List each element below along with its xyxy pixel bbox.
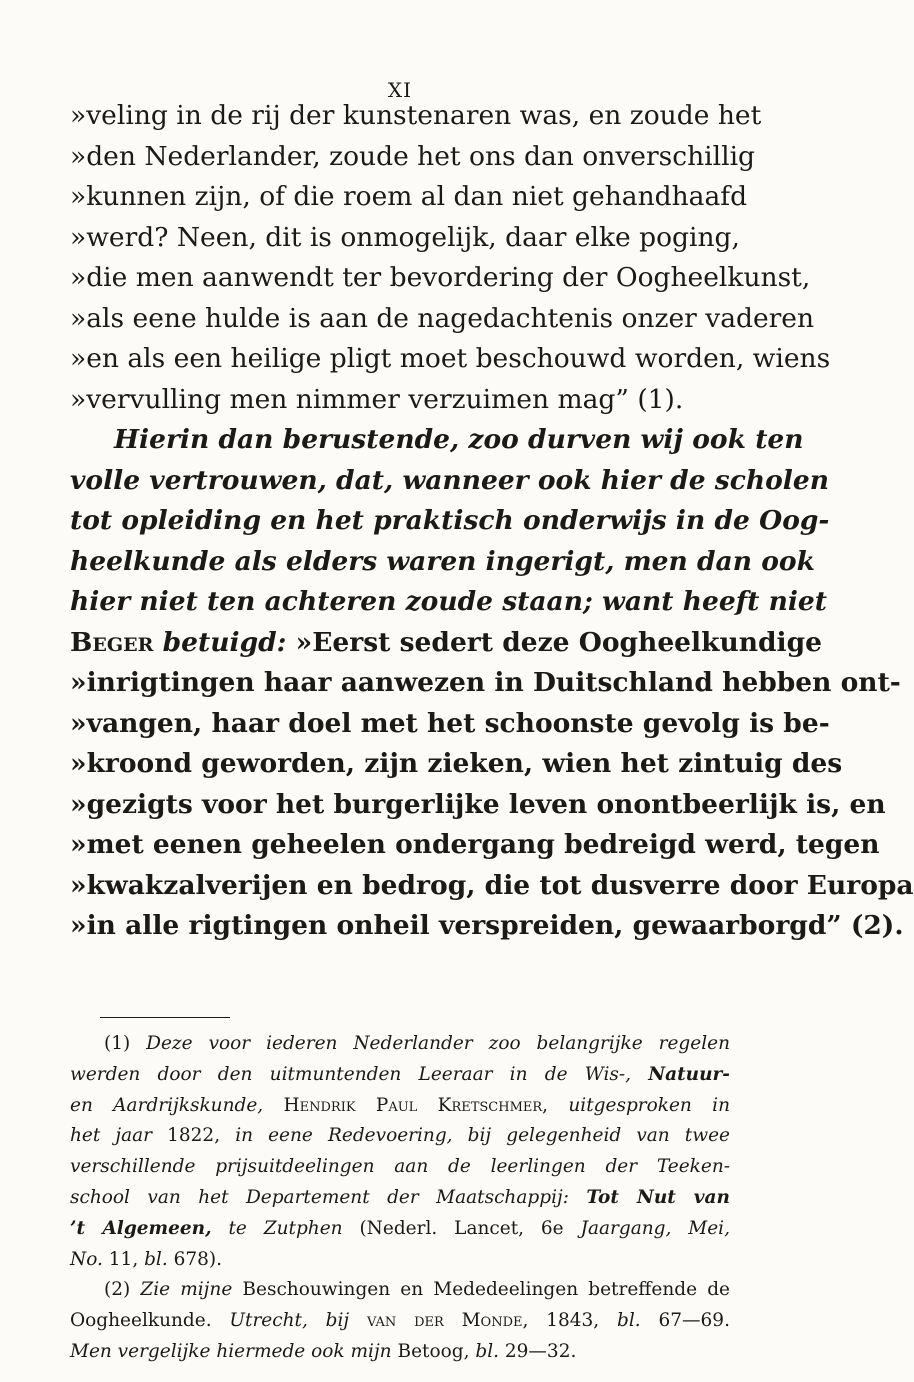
- italic-line: [70, 501, 830, 542]
- footnote-text: 1843,: [546, 1310, 600, 1332]
- footnote-2-line: [70, 1337, 730, 1368]
- footnote-text: bl.: [144, 1248, 168, 1270]
- italic-line: [70, 542, 815, 583]
- body-line: »den Nederlander, zoude het ons dan onverschillig: [70, 140, 756, 172]
- page-number: XI: [387, 78, 413, 102]
- body-line: »vervulling men nimmer verzuimen mag” (1).: [70, 383, 684, 415]
- footnote-publisher: van der Monde,: [366, 1310, 529, 1332]
- footnote-text: 29—32.: [504, 1340, 577, 1362]
- footnote-text: 678).: [173, 1248, 223, 1270]
- footnote-1-line: [70, 1060, 730, 1091]
- body-line: »als eene hulde is aan de nagedachtenis onzer vaderen: [70, 302, 815, 334]
- footnote-text: te Zutphen: [228, 1217, 343, 1239]
- body-line: »werd? Neen, dit is onmogelijk, daar elke poging,: [70, 221, 740, 253]
- footnote-text: 67—69.: [658, 1310, 730, 1332]
- footnote-text: het jaar: [70, 1125, 153, 1147]
- body-line: »en als een heilige pligt moet beschouwd worden, wiens: [70, 343, 831, 374]
- footnote-mark: (2): [104, 1279, 131, 1301]
- footnote-text: bl.: [475, 1340, 499, 1362]
- italic-text: tot opleiding en het praktisch onderwijs in de Oog-: [70, 505, 830, 536]
- italic-text: Hierin dan berustende, zoo durven wij ook ten: [114, 424, 804, 455]
- quote-start: »Eerst sedert deze Oogheelkundige: [295, 626, 822, 658]
- main-text: [70, 96, 914, 947]
- footnote-text: Deze voor iederen Nederlander zoo belangrijke regelen: [146, 1033, 730, 1054]
- italic-text: volle vertrouwen, dat, wanneer ook hier de scholen: [70, 464, 829, 496]
- footnote-text: Men vergelijke hiermede ook mijn: [70, 1340, 392, 1362]
- footnote-1-line: [70, 1029, 730, 1060]
- footnote-1-line: [70, 1121, 730, 1152]
- footnote-bold: ’t Algemeen,: [70, 1217, 212, 1239]
- author-name: Beger: [70, 626, 154, 658]
- body-line: »kunnen zijn, of die roem al dan niet gehandhaafd: [70, 181, 748, 212]
- footnote-text: Natuur-: [648, 1063, 730, 1085]
- beger-line: [70, 623, 822, 664]
- quote-line: »kwakzalverijen en bedrog, die tot dusverre door Europa: [70, 869, 914, 901]
- footnote-text: bl.: [617, 1310, 641, 1332]
- footnote-1-line: [70, 1183, 730, 1214]
- footnote-text: Betoog,: [397, 1340, 470, 1362]
- footnote-text: werden door den uitmuntenden Leeraar in de Wis-,: [70, 1063, 631, 1085]
- body-line: »die men aanwendt ter bevordering der Oogheelkunst,: [70, 262, 811, 293]
- footnote-text: Beschouwingen en Mededeelingen betreffende de: [242, 1279, 730, 1301]
- footnote-text: school van het Departement der Maatschappij:: [70, 1186, 569, 1208]
- footnote-text: Oogheelkunde.: [70, 1310, 212, 1332]
- footnote-year: 1822,: [167, 1125, 221, 1147]
- italic-line: [70, 461, 829, 502]
- footnote-bold: Tot Nut van: [586, 1186, 730, 1208]
- footnote-text: uitgesproken in: [568, 1094, 730, 1116]
- footnote-1-line: [70, 1091, 730, 1122]
- footnote-text: in eene Redevoering, bij gelegenheid van twee: [235, 1125, 730, 1147]
- italic-text: betuigd:: [162, 626, 287, 658]
- italic-text: heelkunde als elders waren ingerigt, men dan ook: [70, 545, 815, 577]
- quote-line: »inrigtingen haar aanwezen in Duitschland hebben ont-: [70, 667, 901, 698]
- quote-line: »in alle rigtingen onheil verspreiden, gewaarborgd” (2).: [70, 910, 904, 941]
- quote-line: »vangen, haar doel met het schoonste gevolg is be-: [70, 707, 830, 739]
- footnote-author: Hendrik Paul Kretschmer,: [283, 1094, 549, 1116]
- footnote-text: en Aardrijkskunde,: [70, 1094, 264, 1116]
- footnote-2-line: [70, 1275, 730, 1306]
- footnote-text: Jaargang, Mei,: [580, 1217, 730, 1239]
- footnote-text: Utrecht, bij: [229, 1310, 350, 1332]
- footnote-1-line: [70, 1152, 730, 1183]
- footnote-divider: [100, 1017, 230, 1018]
- footnote-1-line: [70, 1245, 730, 1276]
- footnote-text: (Nederl. Lancet, 6e: [359, 1217, 564, 1239]
- footnote-mark: (1): [104, 1033, 131, 1054]
- quote-line: »kroond geworden, zijn zieken, wien het zintuig des: [70, 748, 843, 779]
- footnote-text: No.: [70, 1248, 103, 1270]
- footnote-text: Zie mijne: [140, 1279, 233, 1301]
- footnote-2-line: [70, 1306, 730, 1337]
- footnotes: [70, 1029, 730, 1368]
- body-line: »veling in de rij der kunstenaren was, en zoude het: [70, 100, 762, 131]
- footnote-text: verschillende prijsuitdeelingen aan de leerlingen der Teeken-: [70, 1156, 730, 1178]
- italic-line: [70, 582, 828, 623]
- quote-line: »gezigts voor het burgerlijke leven onontbeerlijk is, en: [70, 788, 886, 820]
- italic-text: hier niet ten achteren zoude staan; want heeft niet: [70, 586, 828, 617]
- italic-line: [70, 420, 804, 461]
- footnote-1-line: [70, 1214, 730, 1245]
- footnote-text: 11,: [108, 1248, 139, 1270]
- quote-line: »met eenen geheelen ondergang bedreigd werd, tegen: [70, 829, 880, 860]
